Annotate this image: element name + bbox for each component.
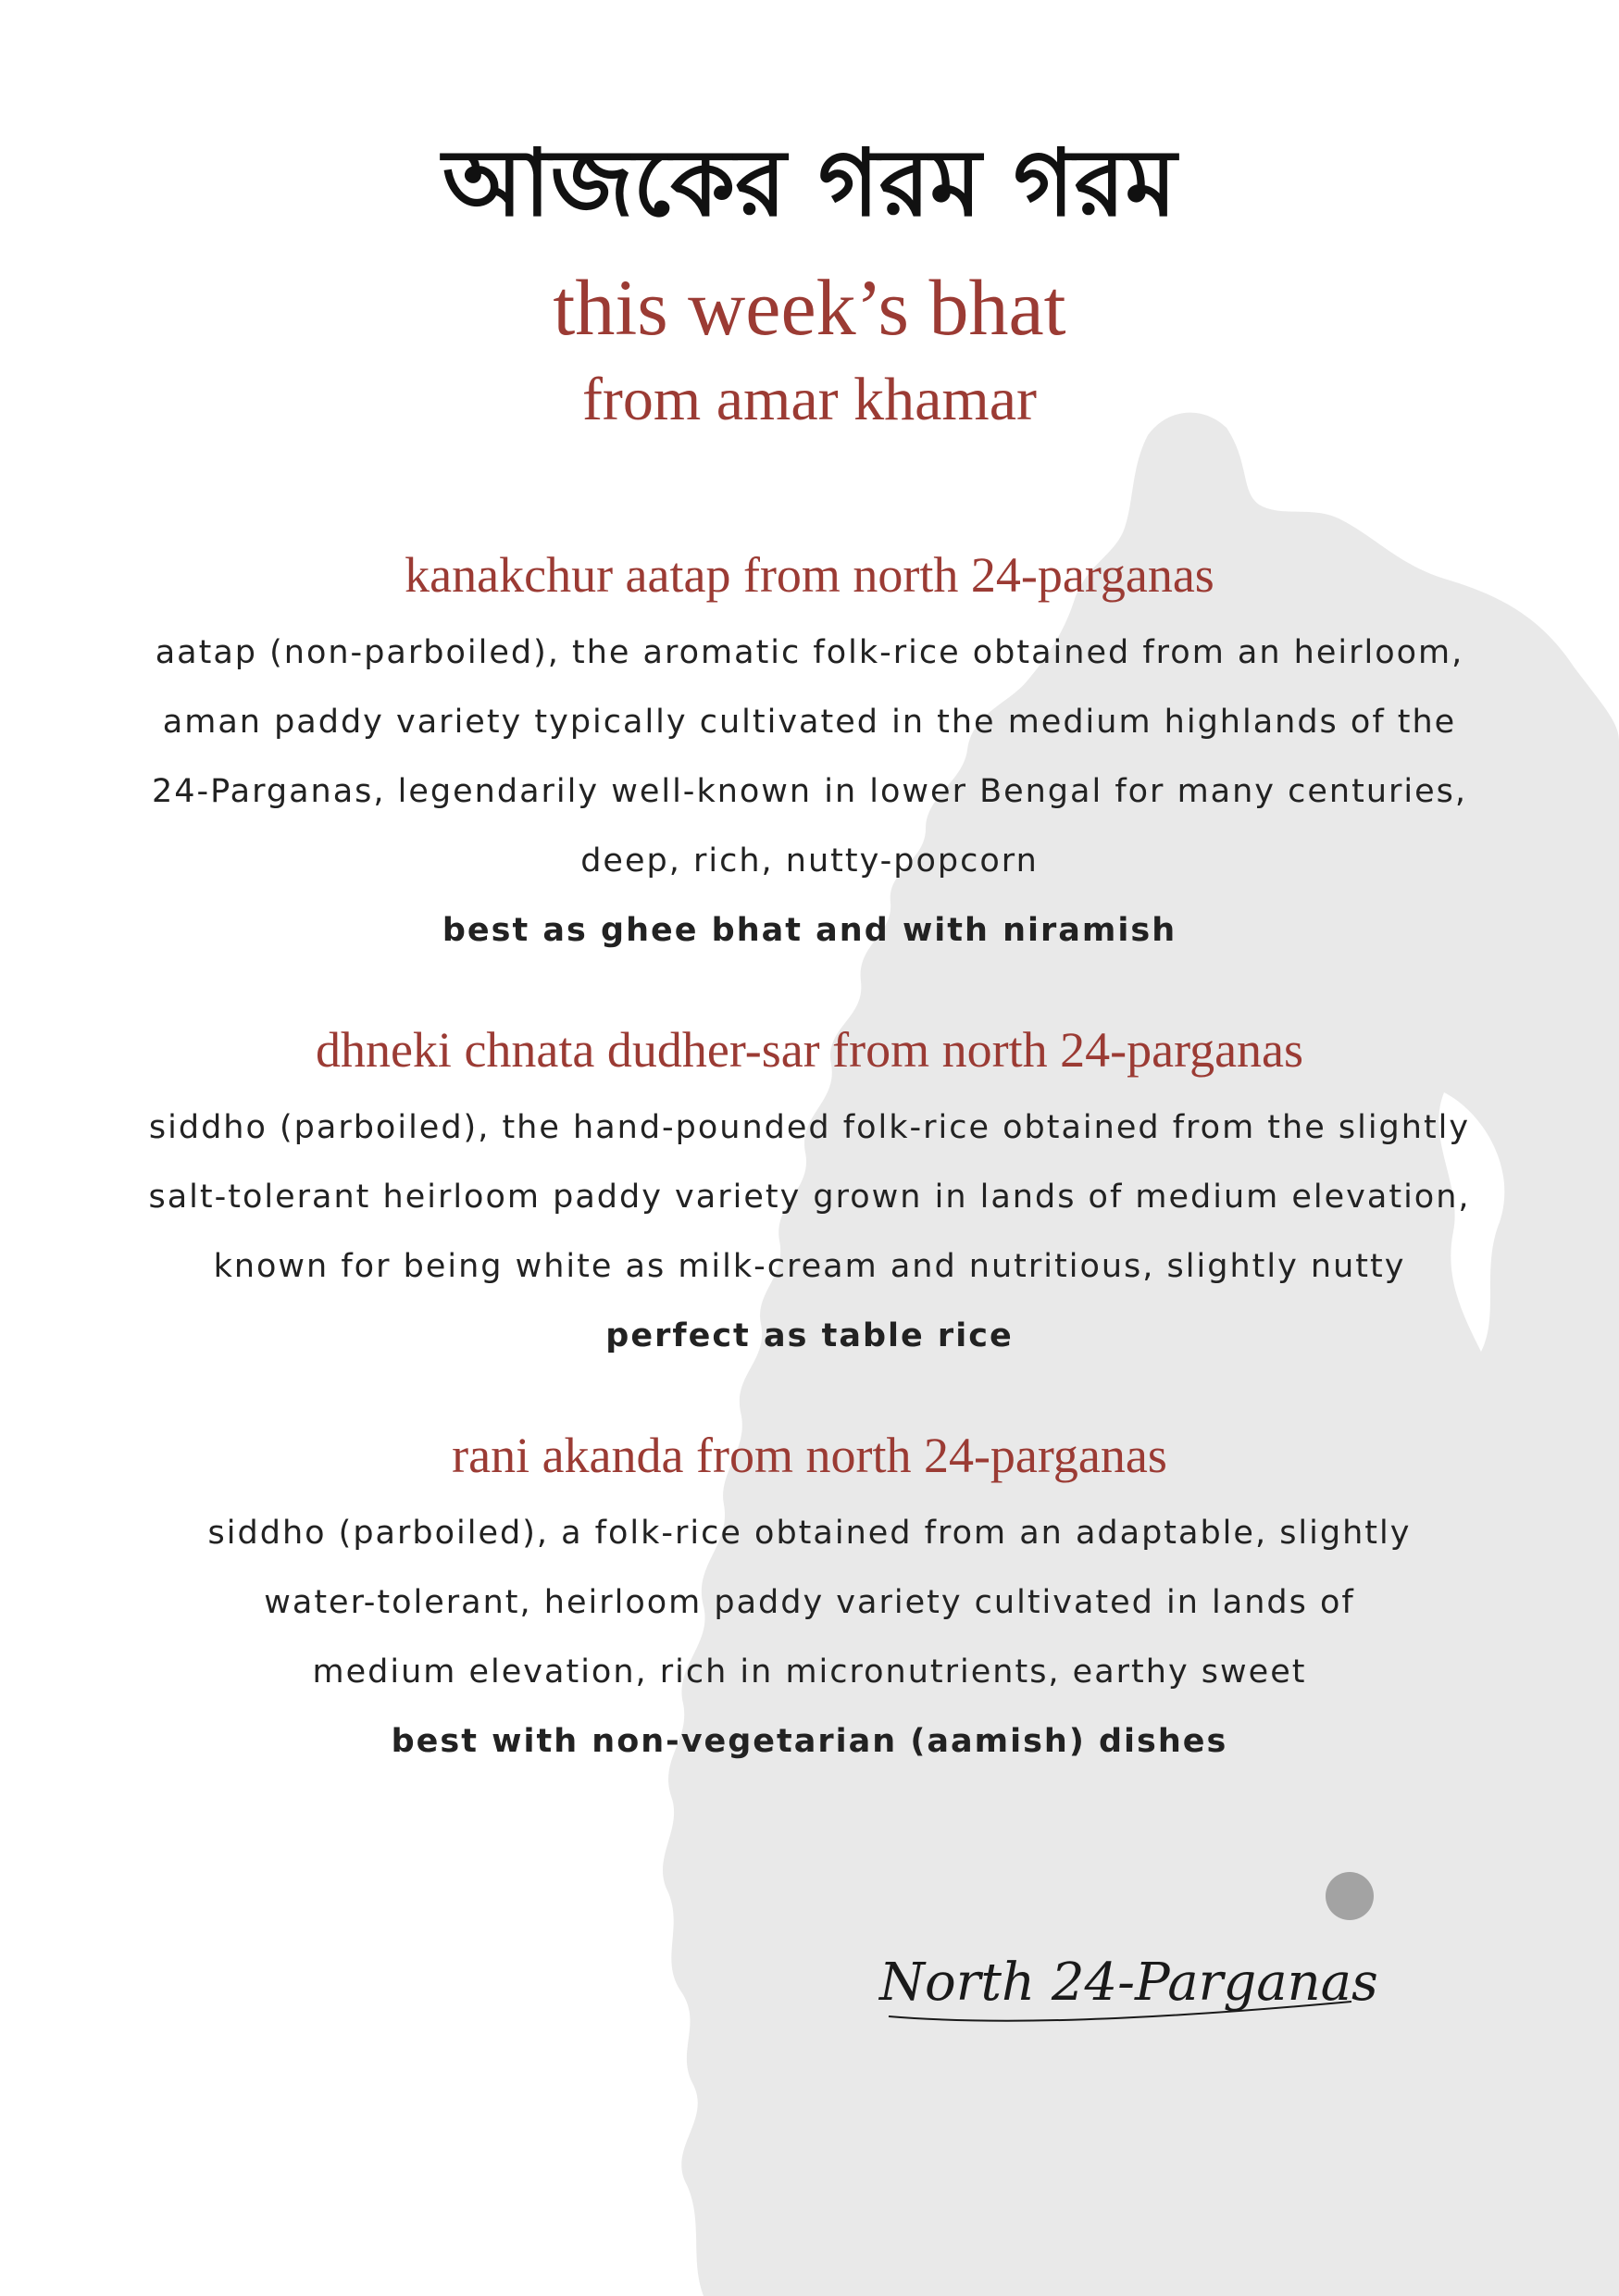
rice-description bbox=[74, 1093, 1545, 1302]
description-line: aatap (non-parboiled), the aromatic folk-rice obtained from an heirloom, bbox=[155, 634, 1464, 671]
rice-name: kanakchur aatap from north 24-parganas bbox=[405, 547, 1214, 603]
rice-description bbox=[74, 618, 1545, 896]
rice-best-use: best with non-vegetarian (aamish) dishes bbox=[391, 1723, 1228, 1760]
rice-description bbox=[74, 1499, 1545, 1707]
description-line: water-tolerant, heirloom paddy variety cultivated in lands of bbox=[264, 1584, 1355, 1621]
description-line: aman paddy variety typically cultivated in the medium highlands of the bbox=[162, 704, 1457, 741]
description-line: deep, rich, nutty-popcorn bbox=[580, 842, 1039, 880]
description-line: medium elevation, rich in micronutrients, earthy sweet bbox=[312, 1653, 1307, 1691]
rice-best-use: perfect as table rice bbox=[605, 1317, 1014, 1354]
map-label-signature bbox=[870, 1907, 1389, 2055]
bengali-title: আজকের গরম গরম bbox=[442, 129, 1177, 237]
description-line: siddho (parboiled), a folk-rice obtained from an adaptable, slightly bbox=[207, 1515, 1412, 1552]
description-line: known for being white as milk-cream and nutritious, slightly nutty bbox=[213, 1248, 1406, 1285]
page-subtitle: from amar khamar bbox=[581, 366, 1038, 433]
rice-entry bbox=[74, 1016, 1545, 1371]
signature-text: North 24-Parganas bbox=[879, 1953, 1378, 2013]
page-title: this week’s bhat bbox=[553, 263, 1066, 352]
rice-entry bbox=[74, 541, 1545, 966]
rice-best-use: best as ghee bhat and with niramish bbox=[442, 912, 1177, 949]
rice-name: rani akanda from north 24-parganas bbox=[452, 1428, 1167, 1483]
description-line: siddho (parboiled), the hand-pounded folk-rice obtained from the slightly bbox=[148, 1109, 1471, 1146]
description-line: 24-Parganas, legendarily well-known in lower Bengal for many centuries, bbox=[151, 773, 1468, 810]
rice-name: dhneki chnata dudher-sar from north 24-parganas bbox=[315, 1022, 1304, 1078]
description-line: salt-tolerant heirloom paddy variety grown in lands of medium elevation, bbox=[148, 1179, 1471, 1216]
rice-entry bbox=[74, 1421, 1545, 1777]
